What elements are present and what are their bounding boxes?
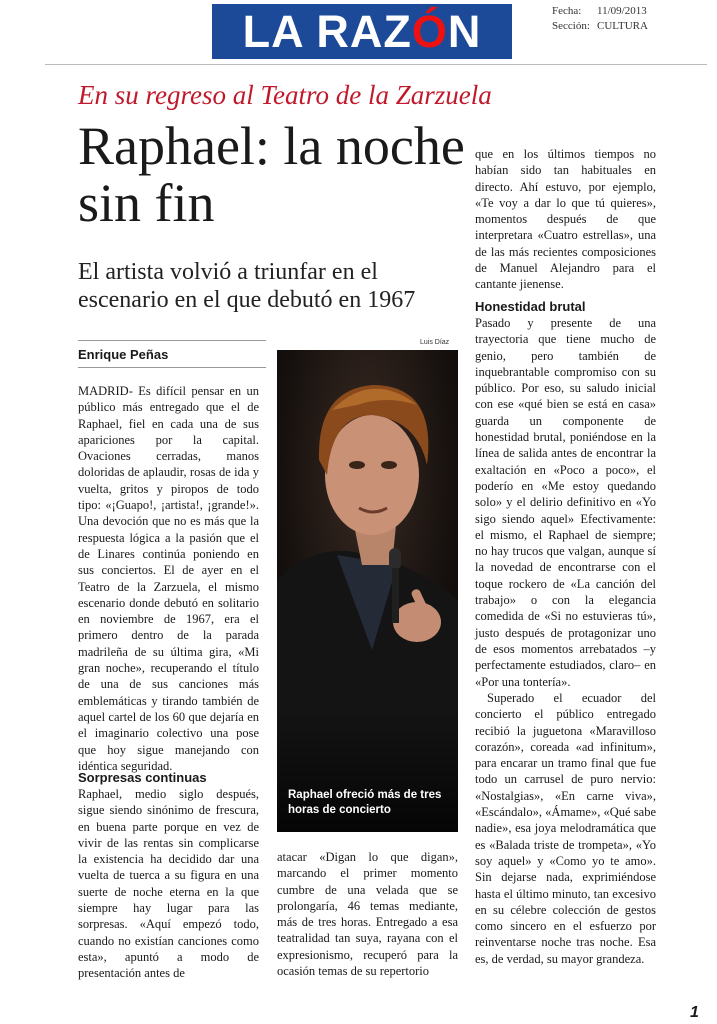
photo-credit: Luis Díaz: [420, 339, 450, 346]
logo-text-after: N: [447, 5, 482, 57]
body-paragraph: que en los últimos tiempos no habían sido tan habituales en directo. Ahí estuvo, por ejemplo, «Te voy a dar lo que tú quieres», momentos después de que interpretara «Cuatro estrellas», una de las más recientes composiciones de Manuel Alejandro para el cantante jienense.: [475, 147, 656, 292]
seccion-label: Sección:: [552, 20, 590, 32]
column-3-section: [475, 299, 656, 690]
column-3-end: [475, 690, 656, 967]
fecha-line: [552, 5, 647, 17]
logo-text-accent: Ó: [411, 5, 448, 57]
fecha-label: Fecha:: [552, 5, 582, 17]
column-1: [78, 383, 259, 774]
seccion-value: CULTURA: [597, 20, 648, 32]
masthead-divider: [45, 64, 707, 65]
article-photo: [277, 350, 458, 832]
page-number: 1: [690, 1004, 699, 1021]
seccion-line: [552, 20, 648, 32]
body-paragraph: MADRID- Es difícil pensar en un público más entregado que el de Raphael, fiel en cada una de sus apariciones por la capital. Ovaciones cerradas, manos doloridas de aplaudir, rosas de ida y vuelta, gritos y piropos de todo tipo: «¡Guapo!, ¡artista!, ¡grande!». Una devoción que no es más que la respuesta lógica a la pasión que el de Linares continúa poniendo en sus conciertos. El de ayer en el Teatro de la Zarzuela, el mismo escenario donde debutó en solitario en noviembre de 1967, era el primero dentro de la parada madrileña de su última gira, «Mi gran noche», recuperando el título de una de sus canciones más emblemáticas y tirando también de aquel cartel de los 60 que dejaría en el imaginario colectivo una pose que hoy sigue manejando con idéntica seguridad.: [78, 384, 259, 773]
newspaper-logo: [212, 4, 512, 59]
column-1-section: [78, 770, 259, 982]
fecha-value: 11/09/2013: [597, 5, 647, 17]
article-kicker: En su regreso al Teatro de la Zarzuela: [78, 80, 492, 110]
article-subheadline: El artista volvió a triunfar en el escenario en el que debutó en 1967: [78, 259, 416, 313]
article-headline: Raphael: la noche sin fin: [78, 116, 465, 233]
body-paragraph: atacar «Digan lo que digan», marcando el primer momento cumbre de una velada que se prolongaría, 46 temas mediante, más de tres horas. Entregado a esa teatralidad tan suya, rayana con el expresionismo, recuperó para la ocasión temas de su repertorio: [277, 850, 458, 979]
body-paragraph: Raphael, medio siglo después, sigue siendo sinónimo de frescura, en buena parte porque en vez de vivir de las rentas sin complicarse la existencia ha decidido dar una vuelta de tuerca a su figura en una suerte de noche eterna en la que siempre hay lugar para las sorpresas. «Aquí empezó todo, cuando no existían canciones como esta», apuntó a modo de presentación antes de: [78, 787, 259, 981]
section-heading-honestidad: Honestidad brutal: [475, 299, 586, 314]
section-heading-sorpresas: Sorpresas continuas: [78, 770, 207, 785]
body-paragraph: Pasado y presente de una trayectoria que tiene mucho de genio, pero también de inquebrantable compromiso con su público. Por eso, su saludo inicial con ese «qué bien se está en casa» guarda un componente de honestidad brutal, poniéndose en la línea de salida antes de encontrar la exaltación en «Poco a poco», el poderío en «Me estoy quedando solo» y el delirio definitivo en «Yo sigo siendo aquel» Efectivamente: el mismo, el Raphael de siempre; no hay trucos que valgan, aunque sí la novedad de encontrarse con el toque rockero de «La canción del trabajo» o con la elegancia comedida de «Si no estuvieras tú», justo después de protagonizar uno de esos momentos arrebatados –y perfectamente estudiados, claro– en «Por una tontería».: [475, 316, 656, 689]
body-paragraph: Superado el ecuador del concierto el público entregado recibió la juguetona «Maravilloso corazón», coreada «ad infinitum», para encarar un tramo final que fue todo un carrusel de puro nervio: «Nostalgias», «En carne viva», «Escándalo», «Ámame», «Qué sabe nadie», esa joya melodramática que es «Balada triste de trompeta», «Yo soy aquel» y «Como yo te amo». Sin dejarse nada, exprimiéndose hasta el último minuto, tan excesivo en su célebre colección de gestos como sincero en el esfuerzo por reinventarse noche tras noche. Esa es, de verdad, su mayor grandeza.: [475, 691, 656, 966]
logo-text-before: LA RAZ: [242, 5, 412, 57]
singer-photo-illustration: [277, 350, 458, 832]
byline-rule-bottom: [78, 367, 266, 368]
byline-rule-top: [78, 340, 266, 341]
photo-caption: Raphael ofreció más de tres horas de concierto: [288, 789, 442, 816]
article-byline: Enrique Peñas: [78, 347, 169, 362]
column-3: [475, 146, 656, 293]
column-2: [277, 849, 458, 979]
